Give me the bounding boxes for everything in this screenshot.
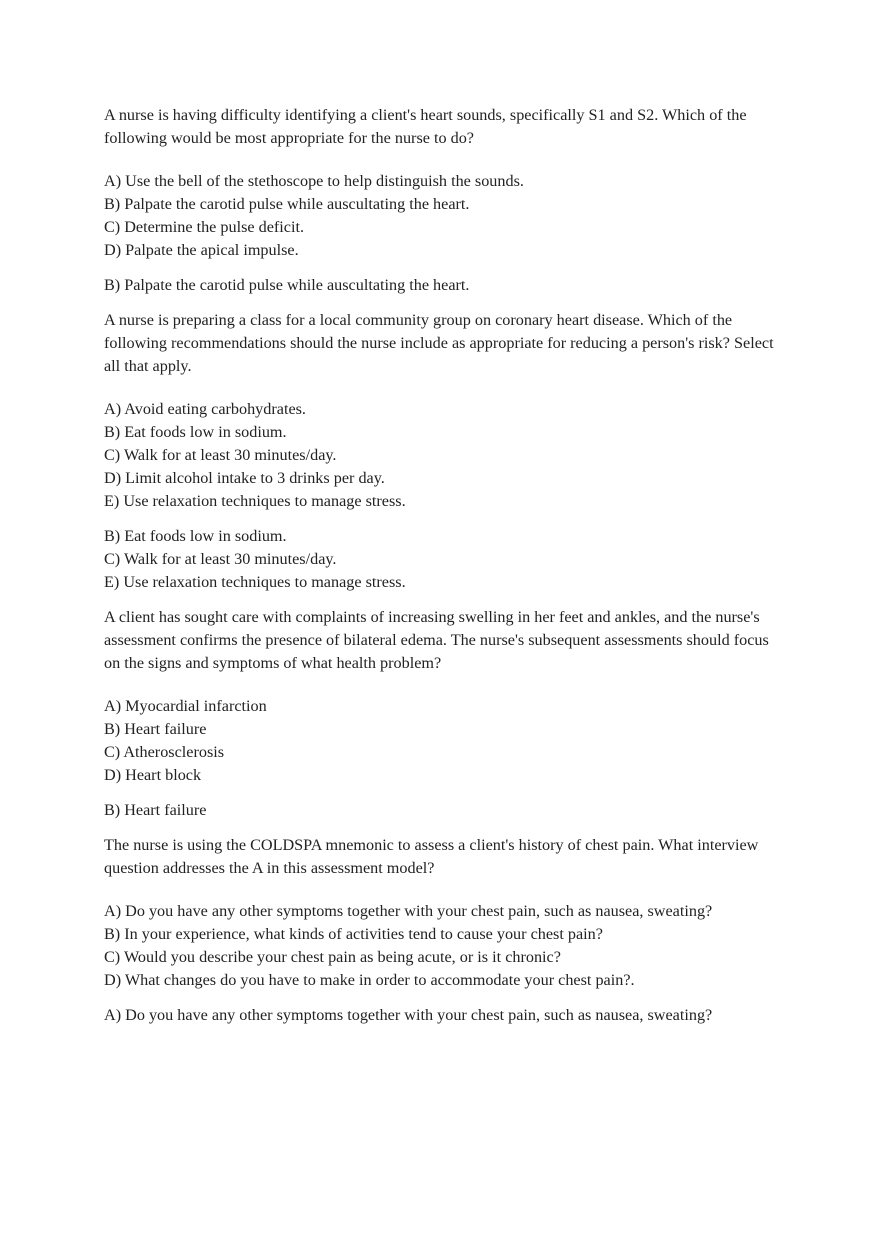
answer-item: B) Palpate the carotid pulse while auscultating the heart. (104, 276, 470, 294)
answer-block (104, 274, 774, 297)
option-item: B) Eat foods low in sodium. (104, 423, 287, 441)
option-item: C) Walk for at least 30 minutes/day. (104, 446, 337, 464)
option-item: C) Would you describe your chest pain as being acute, or is it chronic? (104, 948, 561, 966)
answer-item: E) Use relaxation techniques to manage stress. (104, 573, 406, 591)
answer-block (104, 525, 774, 594)
option-list (104, 695, 774, 787)
answer-item: B) Heart failure (104, 801, 207, 819)
question-text: A nurse is preparing a class for a local community group on coronary heart disease. Which of the following recommendations should the nurse include as appropriate for reducing a person's risk? Select all that apply. (104, 311, 774, 375)
option-item: C) Atherosclerosis (104, 743, 225, 761)
question-block-4 (104, 834, 774, 1027)
option-item: A) Avoid eating carbohydrates. (104, 400, 306, 418)
document-page (104, 104, 774, 1039)
option-item: E) Use relaxation techniques to manage stress. (104, 492, 406, 510)
answer-item: B) Eat foods low in sodium. (104, 527, 287, 545)
option-item: A) Use the bell of the stethoscope to help distinguish the sounds. (104, 172, 524, 190)
option-item: D) What changes do you have to make in order to accommodate your chest pain?. (104, 971, 635, 989)
option-item: D) Heart block (104, 766, 202, 784)
option-item: A) Do you have any other symptoms together with your chest pain, such as nausea, sweating? (104, 902, 713, 920)
answer-block (104, 799, 774, 822)
option-list (104, 170, 774, 262)
question-text: The nurse is using the COLDSPA mnemonic to assess a client's history of chest pain. What interview question addresses the A in this assessment model? (104, 836, 759, 877)
answer-block (104, 1004, 774, 1027)
option-list (104, 900, 774, 992)
question-block-1 (104, 104, 774, 297)
option-item: B) In your experience, what kinds of activities tend to cause your chest pain? (104, 925, 603, 943)
question-block-2 (104, 309, 774, 594)
question-block-3 (104, 606, 774, 822)
option-list (104, 398, 774, 513)
answer-item: C) Walk for at least 30 minutes/day. (104, 550, 337, 568)
question-text: A nurse is having difficulty identifying a client's heart sounds, specifically S1 and S2. Which of the following would be most appropriate for the nurse to do? (104, 106, 747, 147)
option-item: A) Myocardial infarction (104, 697, 267, 715)
option-item: B) Palpate the carotid pulse while auscultating the heart. (104, 195, 470, 213)
option-item: D) Limit alcohol intake to 3 drinks per day. (104, 469, 385, 487)
option-item: D) Palpate the apical impulse. (104, 241, 299, 259)
option-item: B) Heart failure (104, 720, 207, 738)
question-text: A client has sought care with complaints of increasing swelling in her feet and ankles, and the nurse's assessment confirms the presence of bilateral edema. The nurse's subsequent assessments should focus on the signs and symptoms of what health problem? (104, 608, 769, 672)
option-item: C) Determine the pulse deficit. (104, 218, 305, 236)
answer-item: A) Do you have any other symptoms together with your chest pain, such as nausea, sweating? (104, 1006, 713, 1024)
